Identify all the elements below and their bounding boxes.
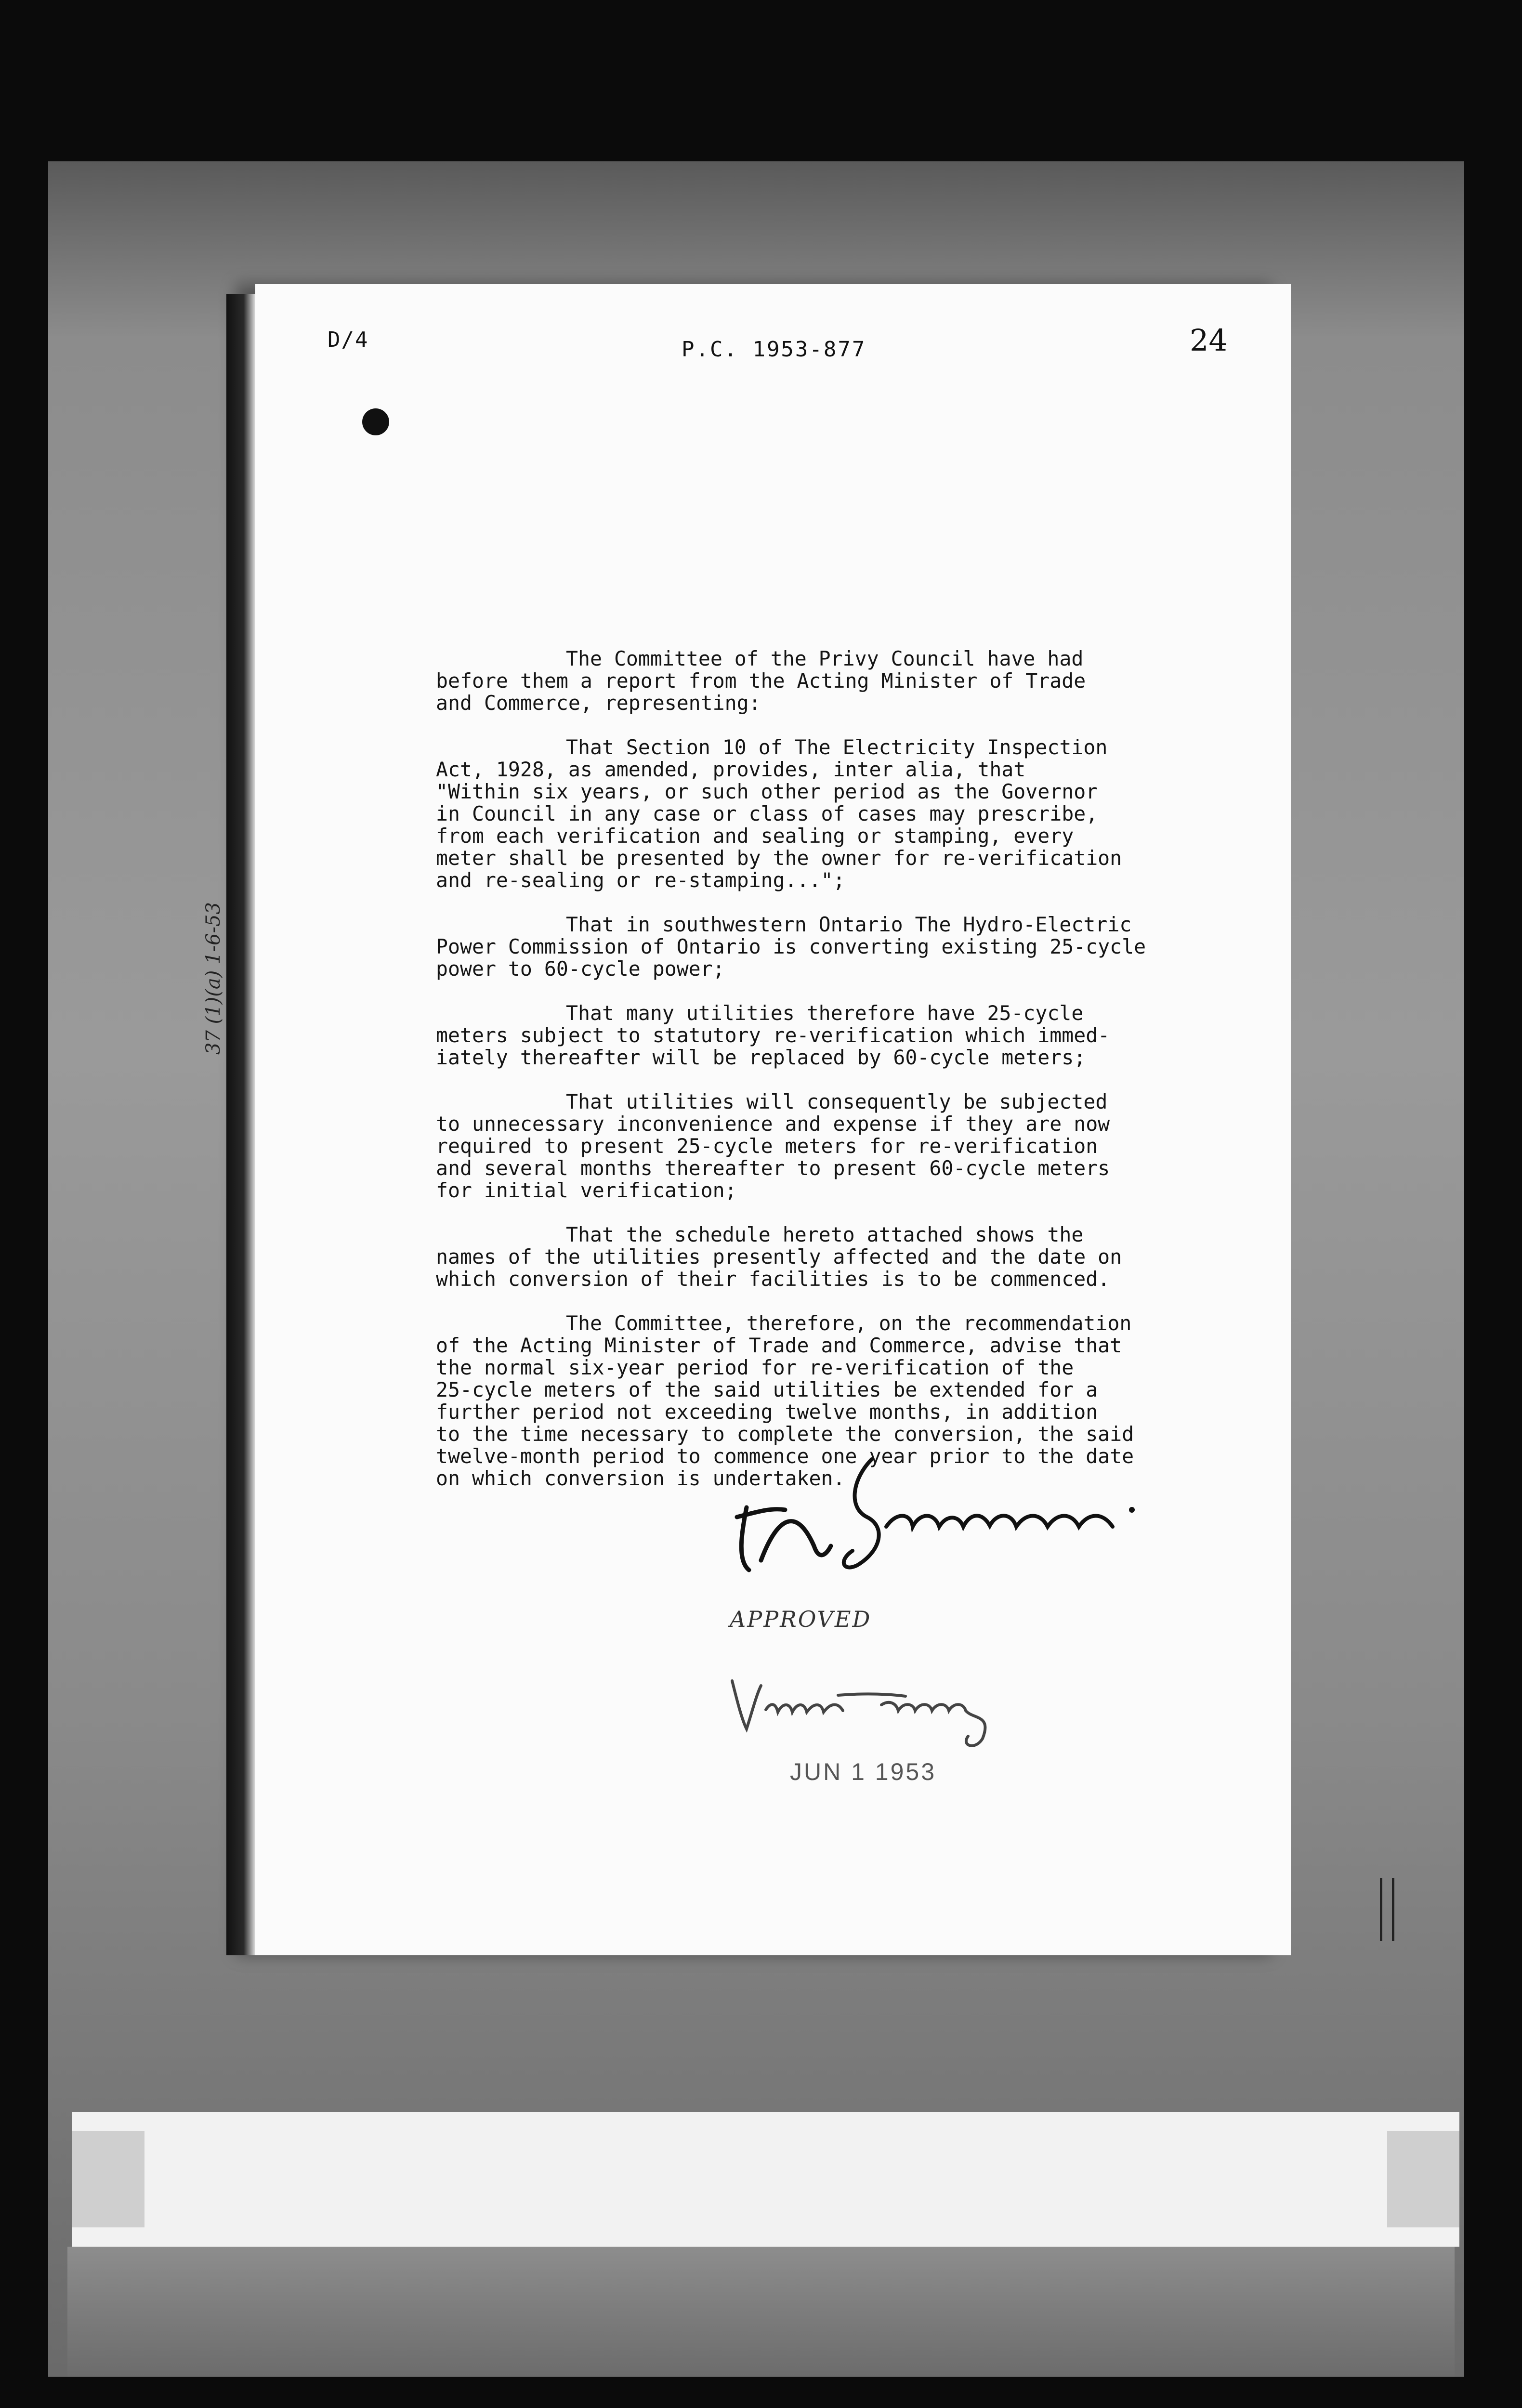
paragraph: That in southwestern Ontario The Hydro-Electric Power Commission of Ontario is converting existing 25-cycle power to 60-cycle power; <box>436 913 1146 981</box>
order-body <box>436 648 1264 1512</box>
film-light-strip <box>72 2112 1459 2247</box>
paragraph: That the schedule hereto attached shows the names of the utilities presently affected and the date on which conversion of their facilities is to be commenced. <box>436 1223 1122 1291</box>
file-code: D/4 <box>328 327 369 352</box>
approved-label: APPROVED <box>730 1606 872 1632</box>
page-number: 24 <box>1190 323 1228 358</box>
governor-signature <box>722 1657 1021 1753</box>
document-page <box>202 284 1291 1955</box>
paragraph: The Committee, therefore, on the recommendation of the Acting Minister of Trade and Commerce, advise that the normal six-year period for re-verification of the 25-cycle meters of the said utilities be extended for a further period not exceeding twelve months, in addition to the time necessary to complete the conversion, the said twelve-month period to commence one year prior to the date on which conversion is undertaken. <box>436 1311 1134 1490</box>
clerk-signature <box>727 1450 1209 1584</box>
approval-date-stamp: JUN 1 1953 <box>790 1758 937 1785</box>
order-number: P.C. 1953-877 <box>682 337 866 362</box>
margin-annotation: 37 (1)(a) 1-6-53 <box>202 902 224 1055</box>
film-lower-area <box>67 2247 1455 2377</box>
page-left-shadow <box>226 294 255 1955</box>
paragraph: That Section 10 of The Electricity Inspection Act, 1928, as amended, provides, inter alia, that "Within six years, or such other period as the Governor in Council in any case or class of cases may prescribe, from each verification and sealing or stamping, every meter shall be presented by the owner for re-verification and re-sealing or re-stamping..."; <box>436 735 1122 892</box>
paragraph: The Committee of the Privy Council have had before them a report from the Acting Minister of Trade and Commerce, representing: <box>436 647 1086 715</box>
punch-hole <box>362 408 389 435</box>
film-edge-marks <box>1380 1878 1394 1941</box>
paragraph: That many utilities therefore have 25-cycle meters subject to statutory re-verification which immed- iately thereafter will be replaced by 60-cycle meters; <box>436 1001 1110 1069</box>
paragraph: That utilities will consequently be subjected to unnecessary inconvenience and expense if they are now required to present 25-cycle meters for re-verification and several months thereafter to present 60-cycle meters for initial verification; <box>436 1090 1110 1202</box>
